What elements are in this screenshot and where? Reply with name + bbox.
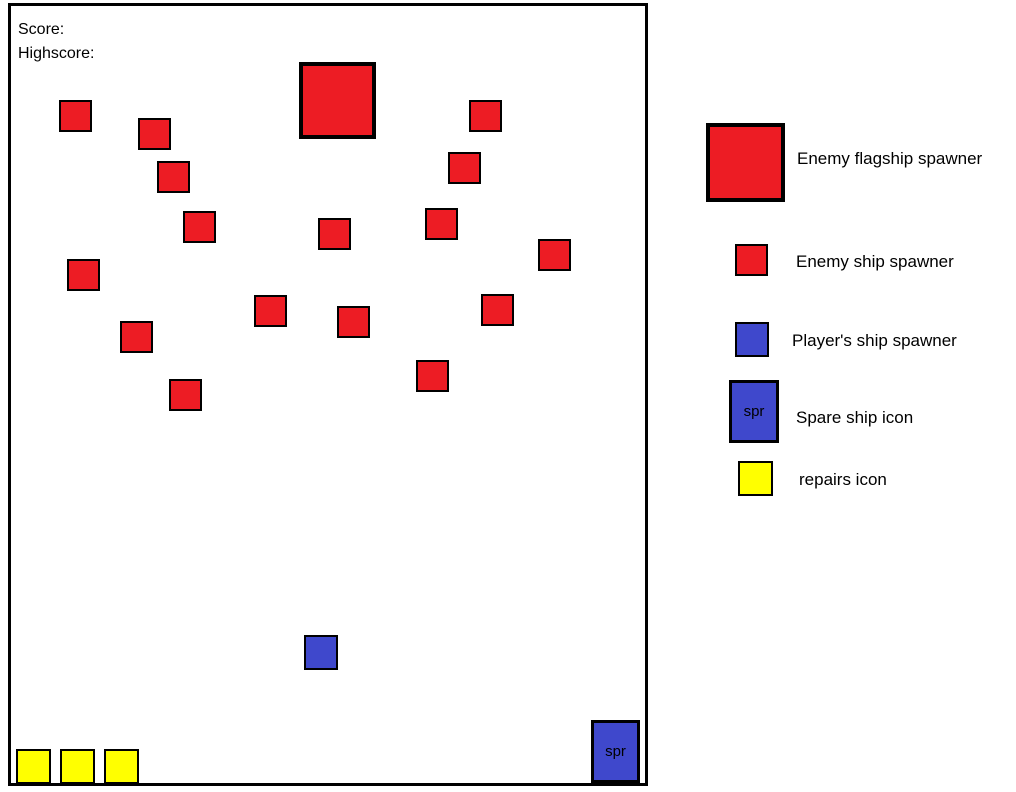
- legend-repairs-label: repairs icon: [799, 470, 887, 489]
- legend-enemy-swatch: [735, 244, 768, 276]
- enemy-ship-spawner: [157, 161, 190, 193]
- enemy-ship-spawner: [318, 218, 351, 250]
- enemy-ship-spawner: [337, 306, 370, 338]
- legend-spare-swatch: [729, 380, 779, 443]
- enemy-flagship-spawner: [299, 62, 376, 139]
- enemy-ship-spawner: [254, 295, 287, 327]
- spare-ship-icon: [591, 720, 640, 783]
- repairs-icon: [104, 749, 139, 784]
- enemy-ship-spawner: [138, 118, 171, 150]
- legend-flagship-label: Enemy flagship spawner: [797, 149, 983, 168]
- enemy-ship-spawner: [59, 100, 92, 132]
- enemy-ship-spawner: [120, 321, 153, 353]
- enemy-ship-spawner: [67, 259, 100, 291]
- enemy-ship-spawner: [481, 294, 514, 326]
- spare-ship-text: spr: [605, 743, 626, 760]
- legend-repairs-swatch: [738, 461, 773, 496]
- enemy-ship-spawner: [425, 208, 458, 240]
- legend-flagship-swatch: [706, 123, 785, 202]
- legend-player-label: Player's ship spawner: [792, 331, 957, 350]
- enemy-ship-spawner: [169, 379, 202, 411]
- enemy-ship-spawner: [416, 360, 449, 392]
- player-ship-spawner: [304, 635, 338, 670]
- legend-spare-label: Spare ship icon: [796, 408, 914, 427]
- legend-player-swatch: [735, 322, 769, 357]
- legend-enemy-label: Enemy ship spawner: [796, 252, 954, 271]
- repairs-icon: [16, 749, 51, 784]
- enemy-ship-spawner: [469, 100, 502, 132]
- highscore-label: Highscore:: [18, 45, 95, 62]
- legend-spare-text: spr: [743, 403, 765, 420]
- repairs-icon: [60, 749, 95, 784]
- enemy-ship-spawner: [448, 152, 481, 184]
- score-label: Score:: [18, 21, 65, 38]
- enemy-ship-spawner: [183, 211, 216, 243]
- enemy-ship-spawner: [538, 239, 571, 271]
